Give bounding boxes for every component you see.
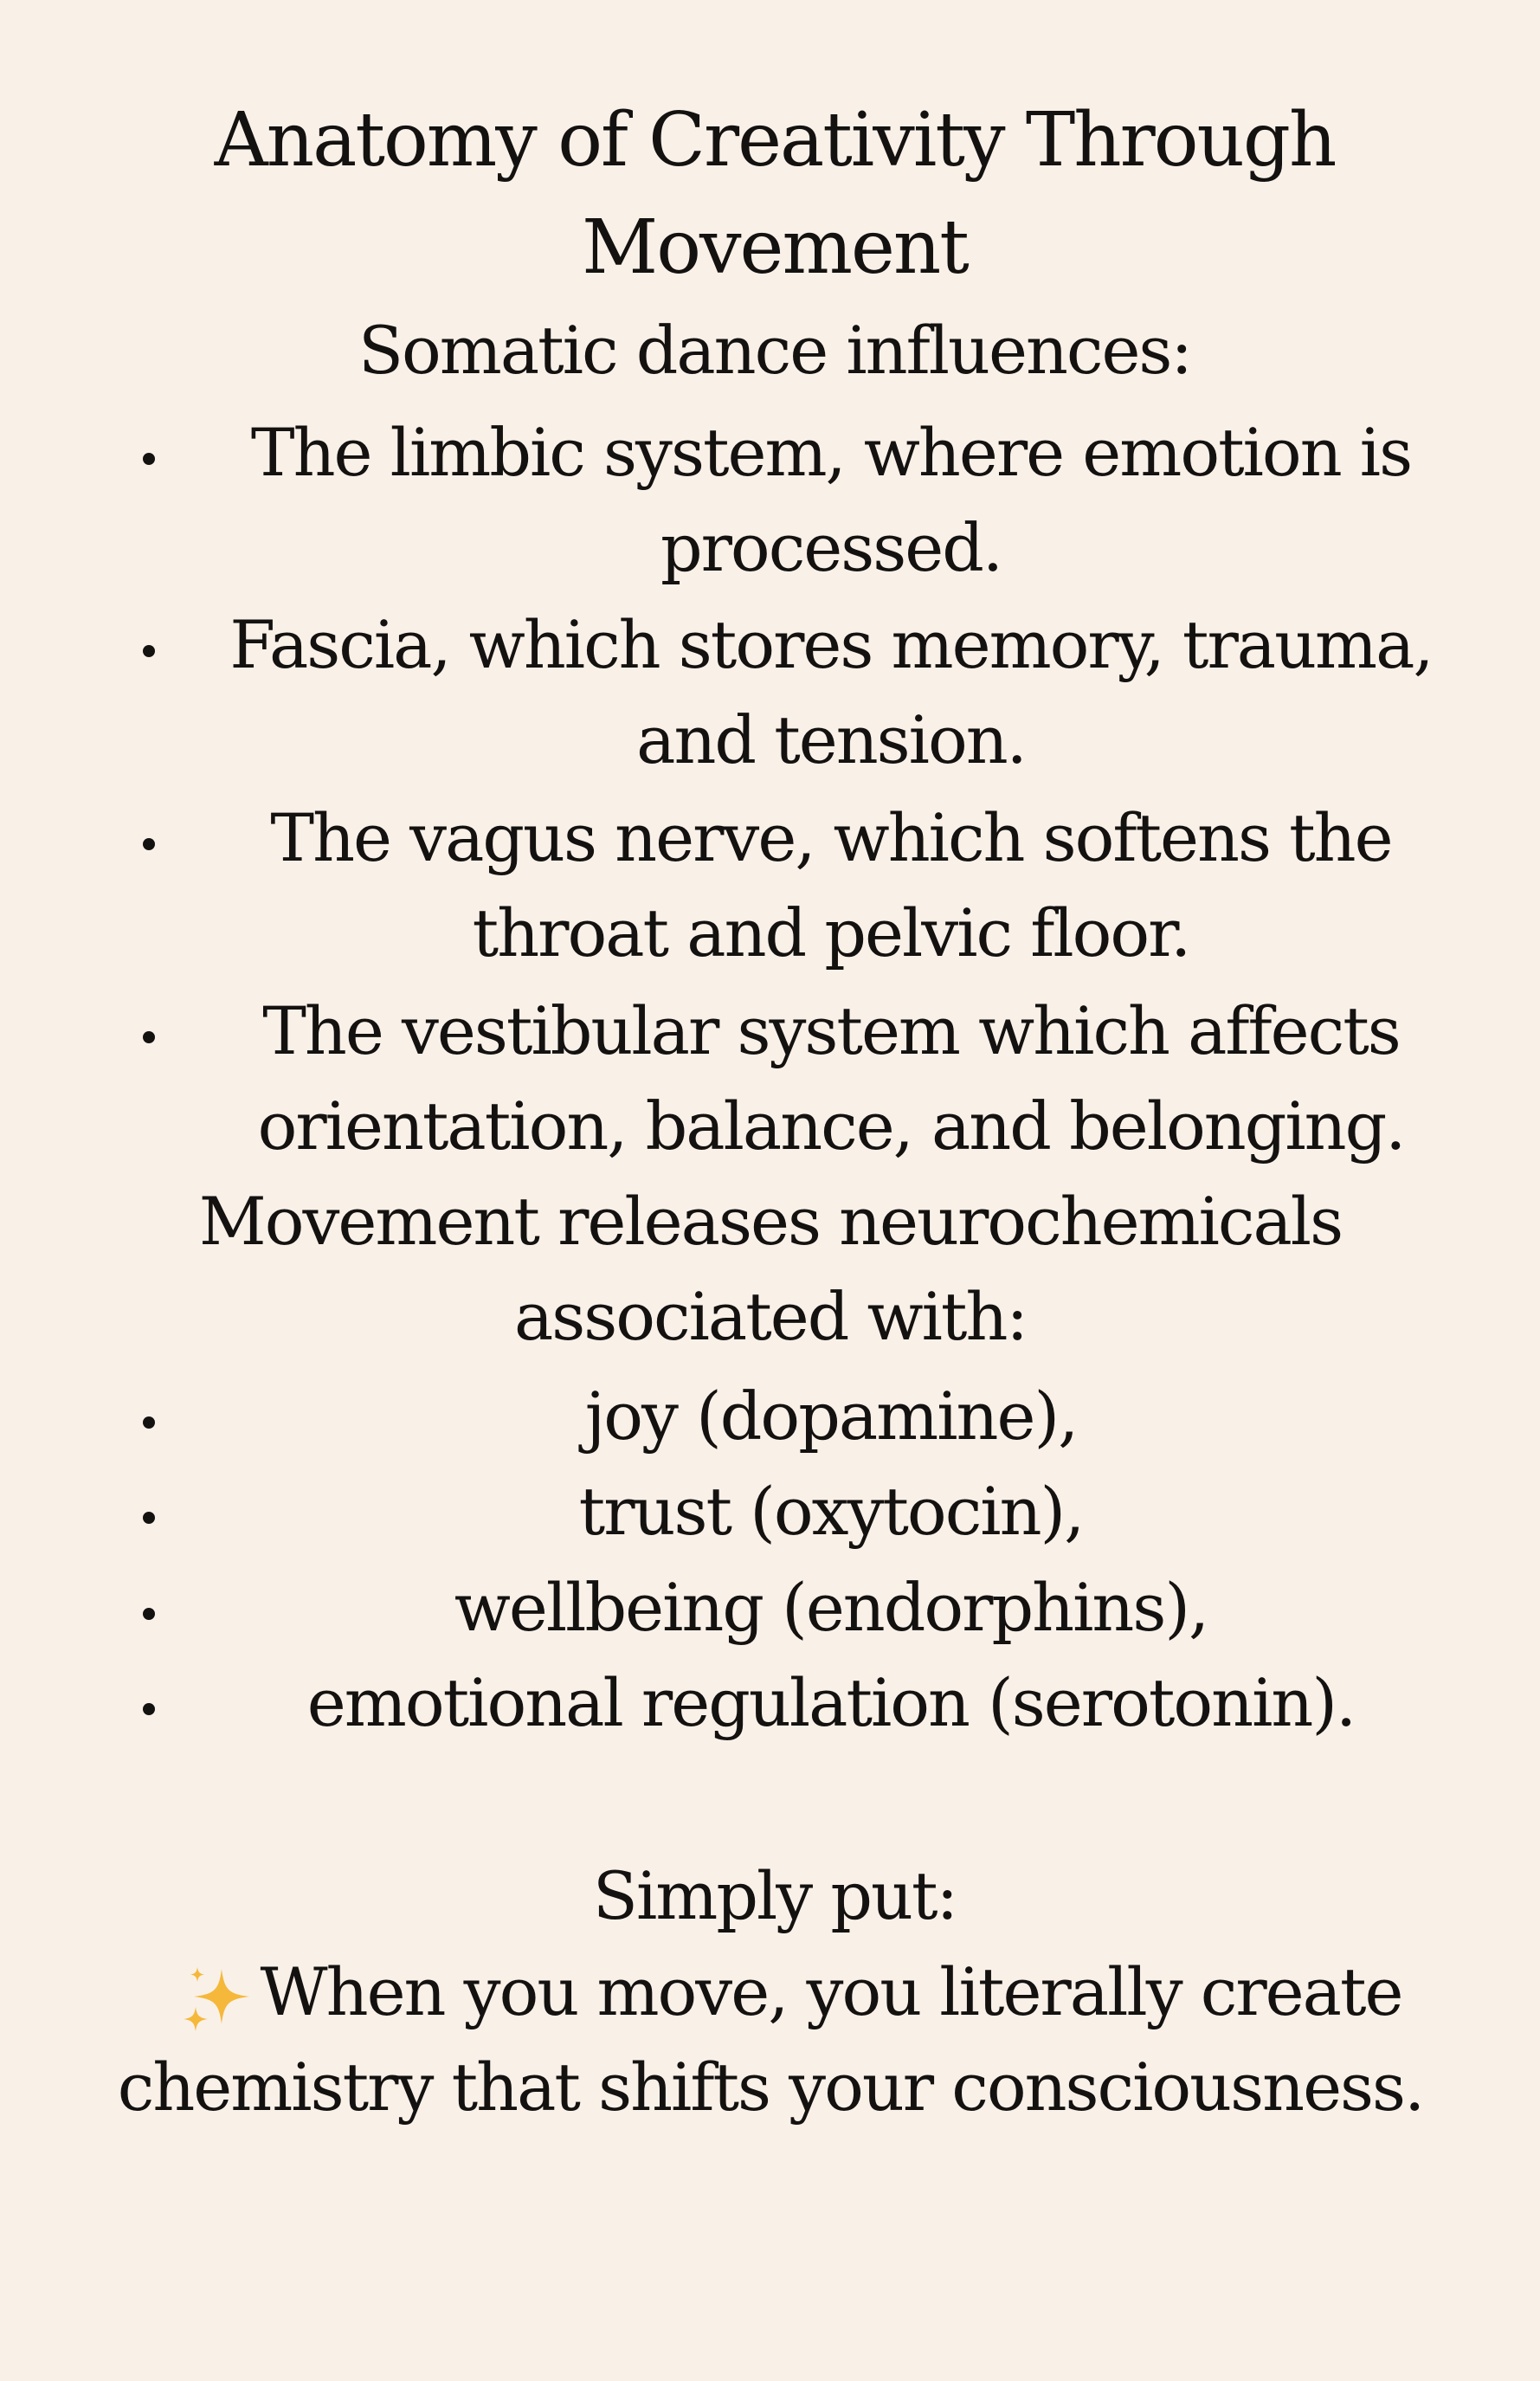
bullet-icon [143, 645, 155, 657]
bullet-icon [143, 1512, 155, 1524]
list-item-text: and tension. [636, 701, 1026, 778]
closing-text: When you move, you literally create [260, 1953, 1402, 2030]
list-item-text: processed. [660, 509, 1002, 586]
list-item-text: Fascia, which stores memory, trauma, [229, 606, 1433, 683]
neurochemicals-heading: associated with: [513, 1278, 1028, 1355]
page-title: Anatomy of Creativity Through Movement [214, 97, 1336, 291]
list-item-text: emotional regulation (serotonin). [306, 1664, 1356, 1741]
list-item-text: The limbic system, where emotion is [250, 414, 1412, 491]
bullet-icon [143, 1031, 155, 1043]
closing-heading: Simply put: [592, 1857, 957, 1934]
list-item-text: trust (oxytocin), [578, 1473, 1084, 1550]
influences-heading: Somatic dance influences: [358, 312, 1192, 389]
closing-text: chemistry that shifts your consciousness. [117, 2049, 1424, 2126]
list-item-text: throat and pelvic floor. [472, 894, 1190, 971]
neurochemicals-heading: Movement releases neurochemicals [198, 1183, 1343, 1260]
bullet-icon [143, 453, 155, 465]
sparkles-icon [184, 1964, 253, 2033]
bullet-icon [143, 838, 155, 850]
list-item-text: joy (dopamine), [584, 1378, 1078, 1455]
bullet-icon [143, 1703, 155, 1715]
list-item-text: The vestibular system which affects [262, 992, 1400, 1069]
list-item-text: orientation, balance, and belonging. [257, 1087, 1405, 1165]
list-item-text: The vagus nerve, which softens the [270, 799, 1392, 876]
bullet-icon [143, 1416, 155, 1429]
bullet-icon [143, 1608, 155, 1620]
list-item-text: wellbeing (endorphins), [454, 1569, 1208, 1646]
